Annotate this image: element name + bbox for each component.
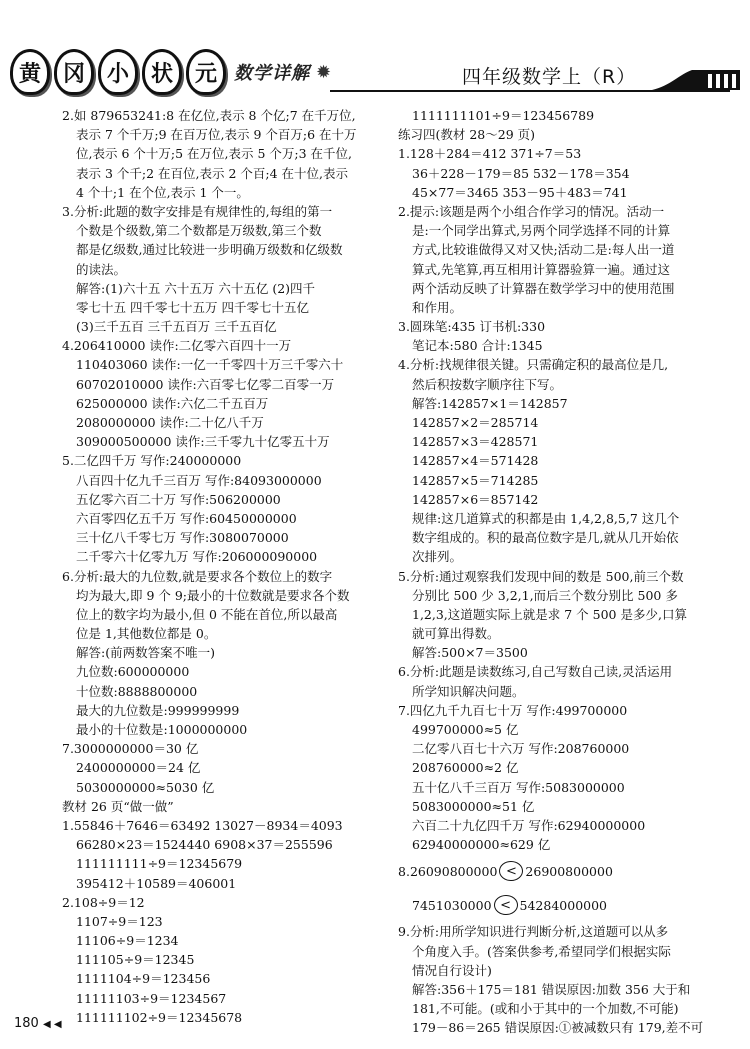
text-line: 2.如 879653241:8 在亿位,表示 8 个亿;7 在千万位, xyxy=(62,108,356,123)
text-line: 5030000000≈5030 亿 xyxy=(76,779,215,795)
comparison-right-number: 54284000000 xyxy=(519,897,608,913)
comparison-right-number: 26900800000 xyxy=(525,863,613,879)
text-line: 9.分析:用所学知识进行判断分析,这道题可以从多 xyxy=(398,924,669,940)
text-line: 110403060 读作:一亿一千零四十万三千零六十 xyxy=(76,357,344,373)
text-line: 零七十五 四千零七十五万 四千零七十五亿 xyxy=(76,299,309,315)
text-line: 表示 7 个千万;9 在百万位,表示 9 个百万;6 在十万 xyxy=(76,127,357,143)
text-line: 2400000000＝24 亿 xyxy=(76,760,201,776)
text-line: 和作用。 xyxy=(412,299,463,315)
text-line: 4 个十;1 在个位,表示 1 个一。 xyxy=(76,184,249,200)
text-line: 499700000≈5 亿 xyxy=(412,722,519,737)
text-line: 然后积按数字顺序往下写。 xyxy=(412,376,563,392)
comparison-row xyxy=(398,854,716,888)
logo-char: 状 xyxy=(142,49,182,95)
text-line: 208760000≈2 亿 xyxy=(412,760,519,776)
page-header xyxy=(0,0,750,112)
comparison-prefix: 8. xyxy=(398,863,410,879)
text-line: 数字组成的。积的最高位数字是几,就从几开始依 xyxy=(412,530,679,546)
text-line: 2.提示:该题是两个小组合作学习的情况。活动一 xyxy=(398,203,665,219)
wave-banner-icon xyxy=(652,66,742,92)
text-line: 情况自行设计) xyxy=(412,962,492,978)
text-line: 309000500000 读作:三千零九十亿零五十万 xyxy=(76,434,330,450)
text-line: 笔记本:580 合计:1345 xyxy=(412,338,543,354)
text-line: 1.55846＋7646＝63492 13027－8934＝4093 xyxy=(62,817,343,833)
text-line: 4.分析:找规律很关键。只需确定积的最高位是几, xyxy=(398,357,669,373)
text-line: 5.分析:通过观察我们发现中间的数是 500,前三个数 xyxy=(398,568,684,584)
text-line: 三十亿八千零七万 写作:3080070000 xyxy=(76,530,289,546)
text-line: 6.分析:此题是读数练习,自己写数自己读,灵活运用 xyxy=(398,664,673,680)
text-line: 1107÷9＝123 xyxy=(76,913,163,929)
comparison-row xyxy=(398,888,716,922)
text-line: 六百二十九亿四千万 写作:62940000000 xyxy=(412,817,646,833)
text-line: 142857×2＝285714 xyxy=(412,415,539,430)
right-column-upper xyxy=(398,106,716,854)
text-line: 111111111÷9＝12345679 xyxy=(76,856,243,872)
text-line: 位上的数字均为最小,但 0 不能在首位,所以最高 xyxy=(76,606,338,622)
text-line: 十位数:8888800000 xyxy=(76,683,198,699)
text-line: 解答:(前两数答案不唯一) xyxy=(76,645,215,661)
text-line: 181,不可能。(或和小于其中的一个加数,不可能) xyxy=(412,1001,679,1017)
text-line: 解答:500×7＝3500 xyxy=(412,645,528,661)
page-number xyxy=(14,1016,62,1031)
text-line: 规律:这几道算式的积都是由 1,4,2,8,5,7 这几个 xyxy=(412,510,680,526)
text-line: 395412＋10589＝406001 xyxy=(76,875,237,891)
text-line: 方式,比较谁做得又对又快;活动二是:每人出一道 xyxy=(412,242,675,258)
text-line: 142857×3＝428571 xyxy=(412,434,539,450)
brand-logo xyxy=(10,42,331,102)
text-line: 4.206410000 读作:二亿零六百四十一万 xyxy=(62,338,292,354)
logo-char: 冈 xyxy=(54,49,94,95)
text-line: 二亿零八百七十六万 写作:208760000 xyxy=(412,741,630,757)
text-line: 最大的九位数是:999999999 xyxy=(76,702,240,718)
text-line: 5.二亿四千万 写作:240000000 xyxy=(62,453,242,469)
text-line: 45×77＝3465 353－95＋483＝741 xyxy=(412,184,628,200)
text-line: 最小的十位数是:1000000000 xyxy=(76,722,248,737)
text-line: 分别比 500 少 3,2,1,而后三个数分别比 500 多 xyxy=(412,587,678,603)
text-line: 11111103÷9＝1234567 xyxy=(76,990,227,1006)
text-line: 142857×5＝714285 xyxy=(412,472,539,488)
text-line: 2080000000 读作:二十亿八千万 xyxy=(76,415,264,430)
comparison-block xyxy=(398,854,716,922)
text-line: 179－86＝265 错误原因:①被减数只有 179,差不可 xyxy=(412,1020,704,1036)
logo-subtitle: 数学详解 xyxy=(234,63,310,84)
arrow-left-icon: ◀ ◀ xyxy=(42,1019,62,1030)
text-line: 均为最大,即 9 个 9;最小的十位数就是要求各个数 xyxy=(76,587,350,603)
text-line: 就可算出得数。 xyxy=(412,626,500,642)
text-line: 六百零四亿五千万 写作:60450000000 xyxy=(76,510,297,526)
comparison-left-number: 7451030000 xyxy=(412,897,492,913)
logo-char: 黄 xyxy=(10,49,50,95)
text-line: 次排列。 xyxy=(412,549,463,565)
text-line: 都是亿级数,通过比较进一步明确万级数和亿级数 xyxy=(76,242,343,258)
text-line: 1111104÷9＝123456 xyxy=(76,971,211,987)
comparison-sign: < xyxy=(494,895,518,915)
text-line: 五十亿八千三百万 写作:5083000000 xyxy=(412,779,625,795)
text-line: 7.3000000000＝30 亿 xyxy=(62,741,199,757)
text-line: 1,2,3,这道题实际上就是求 7 个 500 是多少,口算 xyxy=(412,606,687,622)
text-line: 解答:142857×1＝142857 xyxy=(412,395,568,411)
text-line: 位是 1,其他数位都是 0。 xyxy=(76,626,217,642)
book-title: 四年级数学上（R） xyxy=(462,66,637,88)
left-column xyxy=(62,106,380,1027)
text-line: 练习四(教材 28～29 页) xyxy=(398,127,536,143)
comparison-sign: < xyxy=(499,861,523,881)
comparison-left-number: 26090800000 xyxy=(409,863,498,879)
text-line: 142857×4＝571428 xyxy=(412,453,539,469)
logo-char: 元 xyxy=(186,49,226,95)
text-line: 个数是个级数,第二个数都是万级数,第三个数 xyxy=(76,223,322,239)
text-line: 60702010000 读作:六百零七亿零二百零一万 xyxy=(76,376,335,392)
text-line: 66280×23＝1524440 6908×37＝255596 xyxy=(76,837,333,853)
text-line: 二千零六十亿零九万 写作:206000090000 xyxy=(76,549,318,565)
text-line: 1.128＋284＝412 371÷7＝53 xyxy=(398,146,582,162)
logo-char: 小 xyxy=(98,49,138,95)
right-column-lower xyxy=(398,922,716,1037)
text-line: 教材 26 页“做一做” xyxy=(62,798,174,814)
text-line: 表示 3 个千;2 在百位,表示 2 个百;4 在十位,表示 xyxy=(76,165,349,181)
text-line: 的读法。 xyxy=(76,261,127,277)
text-line: 7.四亿九千九百七十万 写作:499700000 xyxy=(398,702,628,718)
text-line: (3)三千五百 三千五百万 三千五百亿 xyxy=(76,319,277,335)
right-column xyxy=(398,106,716,1037)
text-line: 36＋228－179＝85 532－178＝354 xyxy=(412,165,630,181)
text-line: 八百四十亿九千三百万 写作:84093000000 xyxy=(76,472,322,488)
text-line: 所学知识解决问题。 xyxy=(412,683,525,699)
text-line: 1111111101÷9＝123456789 xyxy=(412,108,595,123)
text-line: 111105÷9＝12345 xyxy=(76,952,195,968)
text-line: 是:一个同学出算式,另两个同学选择不同的计算 xyxy=(412,223,671,239)
star-icon: ✹ xyxy=(316,61,332,83)
text-line: 2.108÷9＝12 xyxy=(62,894,145,910)
text-line: 6.分析:最大的九位数,就是要求各个数位上的数字 xyxy=(62,568,333,584)
text-line: 3.圆珠笔:435 订书机:330 xyxy=(398,319,546,335)
text-line: 位,表示 6 个十万;5 在万位,表示 5 个万;3 在千位, xyxy=(76,146,352,162)
text-line: 142857×6＝857142 xyxy=(412,491,539,507)
text-line: 11106÷9＝1234 xyxy=(76,933,179,949)
text-line: 两个活动反映了计算器在数学学习中的使用范围 xyxy=(412,280,675,296)
text-line: 5083000000≈51 亿 xyxy=(412,798,535,814)
text-line: 62940000000≈629 亿 xyxy=(412,837,551,853)
page-number-text: 180 xyxy=(14,1016,39,1031)
text-line: 九位数:600000000 xyxy=(76,664,190,680)
text-line: 个角度入手。(答案供参考,希望同学们根据实际 xyxy=(412,943,671,959)
text-line: 111111102÷9＝12345678 xyxy=(76,1009,243,1025)
text-line: 3.分析:此题的数字安排是有规律性的,每组的第一 xyxy=(62,203,333,219)
text-line: 算式,先笔算,再互相用计算器验算一遍。通过这 xyxy=(412,261,670,277)
text-line: 解答:356＋175＝181 错误原因:加数 356 大于和 xyxy=(412,981,691,997)
text-line: 解答:(1)六十五 六十五万 六十五亿 (2)四千 xyxy=(76,280,316,296)
text-line: 625000000 读作:六亿二千五百万 xyxy=(76,395,269,411)
text-line: 五亿零六百二十万 写作:506200000 xyxy=(76,491,281,507)
